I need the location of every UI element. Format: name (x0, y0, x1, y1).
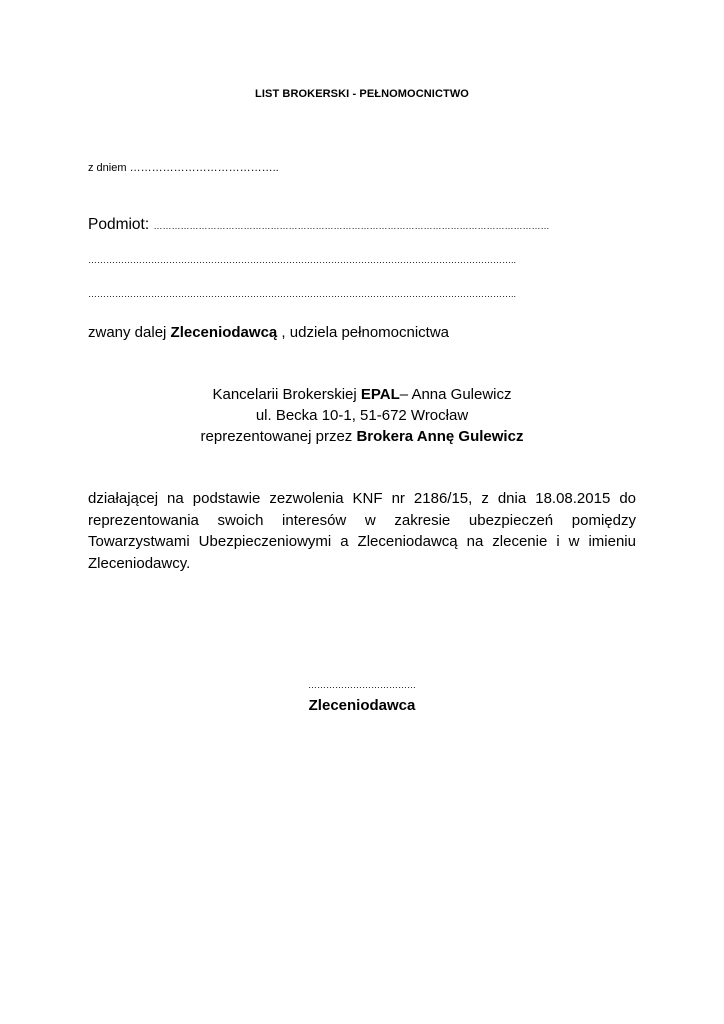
client-intro-suffix: , udziela pełnomocnictwa (277, 324, 450, 341)
client-intro-name: Zleceniodawcą (170, 324, 278, 341)
blank-line-1: …………………………………………………………………………………………………………………………….. (88, 255, 517, 265)
address-line: ul. Becka 10-1, 51-672 Wrocław (255, 407, 469, 424)
subject-line (88, 216, 549, 234)
signature-dots: ……………………………… (308, 680, 416, 690)
date-line (88, 162, 279, 174)
office-suffix: – Anna Gulewicz (399, 386, 512, 403)
document-title: LIST BROKERSKI - PEŁNOMOCNICTWO (255, 88, 469, 100)
date-dots: ………………………………….. (129, 162, 279, 174)
body-paragraph: działającej na podstawie zezwolenia KNF nr 2186/15, z dnia 18.08.2015 do reprezentowania swoich interesów w zakresie ubezpieczeń pomiędzy Towarzystwami Ubezpieczeniowymi a Zleceniodawcą na zlecenie i w imieniu Zleceniodawcy. (88, 490, 636, 572)
date-label: z dniem (88, 162, 127, 174)
subject-label: Podmiot: (88, 216, 150, 233)
blank-line-2: …………………………………………………………………………………………………………………………….. (88, 289, 517, 299)
client-intro (88, 324, 449, 341)
represented-prefix: reprezentowanej przez (200, 428, 357, 445)
office-prefix: Kancelarii Brokerskiej (212, 386, 361, 403)
signature-label: Zleceniodawca (308, 697, 416, 714)
office-brand: EPAL (360, 386, 400, 403)
represented-name: Brokera Annę Gulewicz (356, 428, 524, 445)
client-intro-prefix: zwany dalej (88, 324, 171, 341)
office-line (0, 386, 724, 403)
represented-line (0, 428, 724, 445)
subject-dots: …………………………………………………………………………………………………………………… (153, 221, 550, 231)
